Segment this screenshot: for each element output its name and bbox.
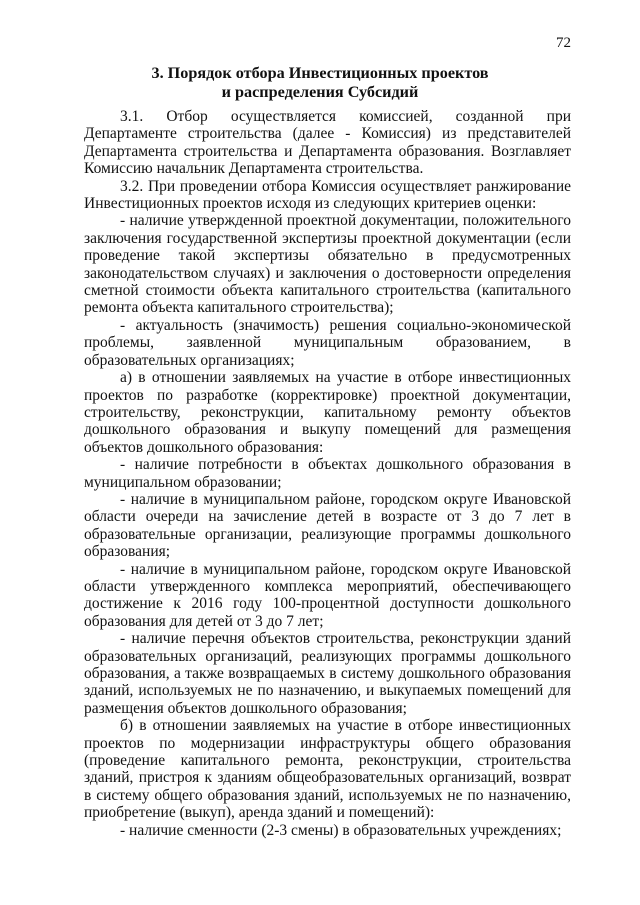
criterion-relevance: - актуальность (значимость) решения социально-экономической проблемы, заявленной муниципальным образованием, в образовательных организациях; (84, 316, 571, 369)
paragraph-3-1: 3.1. Отбор осуществляется комиссией, созданной при Департаменте строительства (далее - Комиссия) из представителей Департамента строительства и Департамента образования. Возглавляет Комиссию начальник Департамента строительства. (84, 108, 571, 178)
criterion-action-plan: - наличие в муниципальном районе, городском округе Ивановской области утвержденного комплекса мероприятий, обеспечивающего достижение к 2016 году 100-процентной доступности дошкольного образования для детей от 3 до 7 лет; (84, 560, 571, 630)
criterion-waiting-queue: - наличие в муниципальном районе, городском округе Ивановской области очереди на зачисление детей в возрасте от 3 до 7 лет в образовательные организации, реализующие программы дошкольного образования; (84, 490, 571, 561)
page-number: 72 (556, 35, 571, 51)
subsection-a-preschool: а) в отношении заявляемых на участие в отборе инвестиционных проектов по разработке (корректировке) проектной документации, строительству, реконструкции, капитальному ремонту объектов дошкольного образования и выкупу помещений для размещения объектов дошкольного образования: (84, 369, 571, 456)
section-title-line-1: 3. Порядок отбора Инвестиционных проектов (151, 64, 489, 82)
section-title (0, 64, 640, 101)
paragraph-3-2: 3.2. При проведении отбора Комиссия осуществляет ранжирование Инвестиционных проектов исходя из следующих критериев оценки: (84, 177, 571, 213)
criterion-preschool-need: - наличие потребности в объектах дошкольного образования в муниципальном образовании; (84, 456, 571, 491)
subsection-b-general-education: б) в отношении заявляемых на участие в отборе инвестиционных проектов по модернизации инфраструктуры общего образования (проведение капитального ремонта, реконструкции, строительства зданий, пристроя к зданиям общеобразовательных организаций, возврат в систему общего образования зданий, используемых не по назначению, приобретение (выкуп), аренда зданий и помещений): (84, 717, 571, 822)
criterion-shifts: - наличие сменности (2-3 смены) в образовательных учреждениях; (120, 821, 562, 839)
document-body (84, 108, 571, 839)
criterion-objects-list: - наличие перечня объектов строительства, реконструкции зданий образовательных организаций, реализующих программы дошкольного образования, а также возвращаемых в систему дошкольного образования зданий, используемых не по назначению, и выкупаемых помещений для размещения объектов дошкольного образования; (84, 630, 571, 717)
criterion-project-documentation: - наличие утвержденной проектной документации, положительного заключения государственной экспертизы проектной документации (если проведение такой экспертизы обязательно в предусмотренных законодательством случаях) и заключения о достоверности определения сметной стоимости объекта капитального строительства (капитального ремонта объекта капитального строительства); (84, 212, 571, 317)
section-title-line-2: и распределения Субсидий (221, 82, 419, 101)
